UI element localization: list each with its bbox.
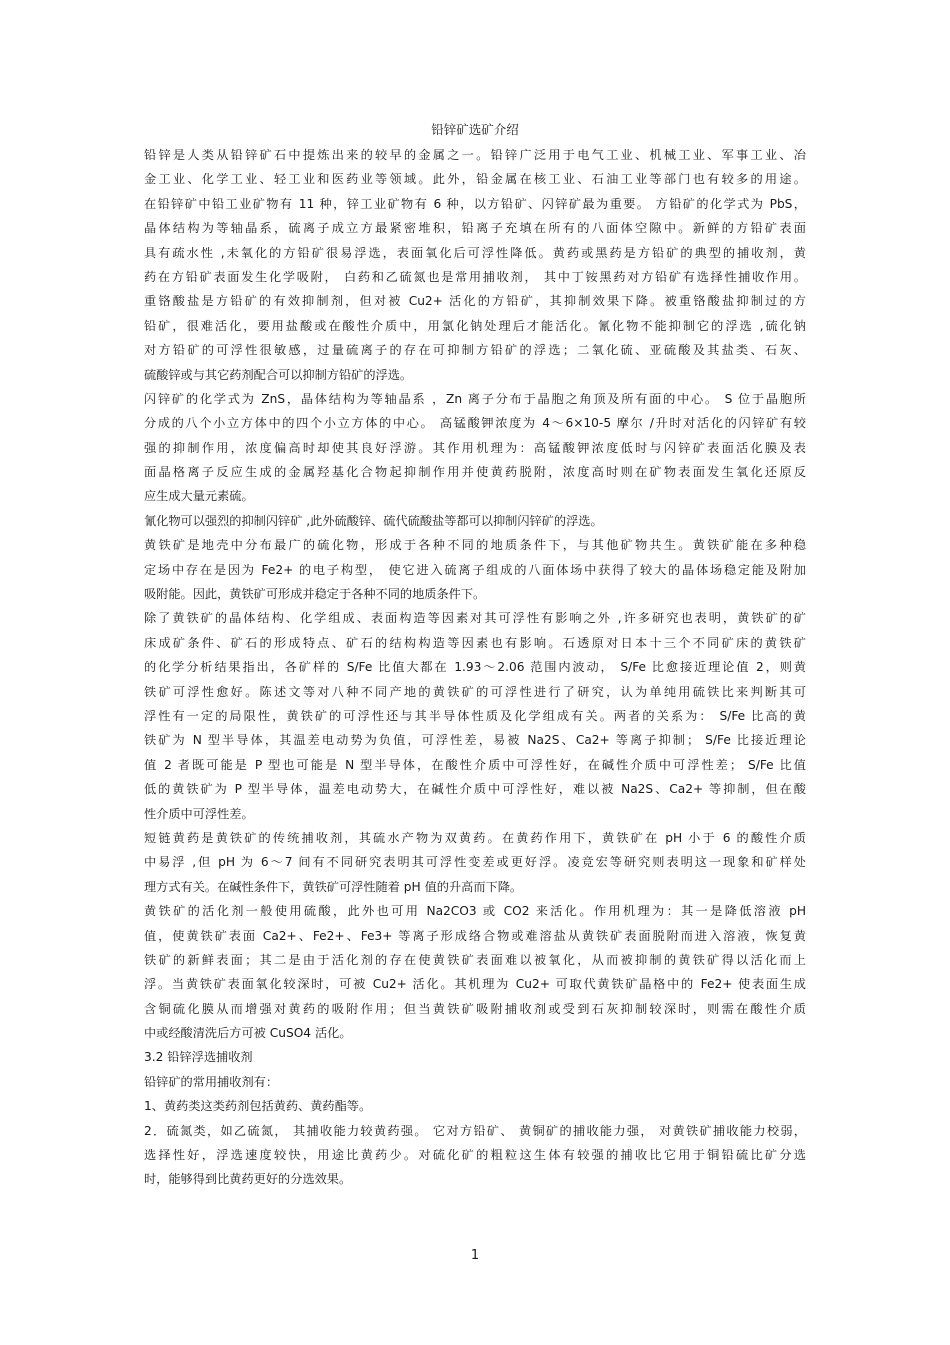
text-line: 重铬酸盐是方铅矿的有效抑制剂，但对被 Cu2+ 活化的方铅矿，其抑制效果下降。被重铬酸盐抑制过的方 xyxy=(144,294,806,309)
text-line: 黄铁矿的活化剂一般使用硫酸，此外也可用 Na2CO3 或 CO2 来活化。作用机理为：其一是降低溶液 pH xyxy=(144,904,806,919)
text-line: 性介质中可浮性差。 xyxy=(144,806,254,821)
text-line: 药在方铅矿表面发生化学吸附， 白药和乙硫氮也是常用捕收剂， 其中丁铵黑药对方铅矿有选择性捕收作用。 xyxy=(144,269,806,284)
text-line: 2．硫氮类，如乙硫氮， 其捕收能力较黄药强。 它对方铅矿、 黄铜矿的捕收能力强， 对黄铁矿捕收能力校弱， xyxy=(144,1123,806,1138)
text-line: 闪锌矿的化学式为 ZnS，晶体结构为等轴晶系 ，Zn 离子分布于晶胞之角顶及所有面的中心。 S 位于晶胞所 xyxy=(144,391,806,406)
text-line: 铅锌是人类从铅锌矿石中提炼出来的较早的金属之一。铅锌广泛用于电气工业、机械工业、军事工业、冶 xyxy=(144,148,806,162)
text-line: 值 2 者既可能是 P 型也可能是 N 型半导体，在酸性介质中可浮性好，在碱性介质中可浮性差； S/Fe 比值 xyxy=(144,757,806,772)
text-line: 硫酸锌或与其它药剂配合可以抑制方铅矿的浮选。 xyxy=(144,367,413,382)
text-line: 短链黄药是黄铁矿的传统捕收剂，其硫水产物为双黄药。在黄药作用下，黄铁矿在 pH 小于 6 的酸性介质 xyxy=(144,830,806,845)
text-line: 铁矿的新鲜表面；其二是由于活化剂的存在使黄铁矿表面难以被氧化，从而被抑制的黄铁矿得以活化而上 xyxy=(144,952,806,967)
text-line: 对方铅矿的可浮性很敏感，过量硫离子的存在可抑制方铅矿的浮选；二氧化硫、亚硫酸及其盐类、石灰、 xyxy=(144,343,806,358)
text-line: 值，使黄铁矿表面 Ca2+、Fe2+、Fe3+ 等离子形成络合物或难溶盐从黄铁矿表面脱附而进入溶液，恢复黄 xyxy=(144,928,806,943)
text-line: 定场中存在是因为 Fe2+ 的电子构型， 使它进入硫离子组成的八面体场中获得了较大的晶体场稳定能及附加 xyxy=(144,562,806,577)
text-line: 具有疏水性 ,未氧化的方铅矿很易浮选，表面氧化后可浮性降低。黄药或黑药是方铅矿的典型的捕收剂，黄 xyxy=(144,245,806,260)
text-line: 铁矿为 N 型半导体，其温差电动势为负值，可浮性差，易被 Na2S、Ca2+ 等离子抑制； S/Fe 比接近理论 xyxy=(144,733,806,748)
page-number: 1 xyxy=(470,1248,480,1263)
text-line: 中或经酸清洗后方可被 CuSO4 活化。 xyxy=(144,1026,352,1041)
text-line: 金工业、化学工业、轻工业和医药业等领域。此外，铅金属在核工业、石油工业等部门也有较多的用途。 xyxy=(144,172,806,187)
text-line: 床成矿条件、矿石的形成特点、矿石的结构构造等因素也有影响。石透原对日本十三个不同矿床的黄铁矿 xyxy=(144,635,806,650)
text-line: 应生成大量元素硫。 xyxy=(144,489,254,504)
text-line: 强的抑制作用，浓度偏高时却使其良好浮游。其作用机理为：高锰酸钾浓度低时与闪锌矿表面活化膜及表 xyxy=(144,440,806,455)
document-body xyxy=(144,143,806,1192)
text-line: 黄铁矿是地壳中分布最广的硫化物，形成于各种不同的地质条件下，与其他矿物共生。黄铁矿能在多种稳 xyxy=(144,538,806,553)
text-line: 的化学分析结果指出，各矿样的 S/Fe 比值大都在 1.93～2.06 范围内波动， S/Fe 比愈接近理论值 2，则黄 xyxy=(144,660,806,675)
text-line: 除了黄铁矿的晶体结构、化学组成、表面构造等因素对其可浮性有影响之外 ,许多研究也表明，黄铁矿的矿 xyxy=(144,611,806,626)
text-line: 铅矿，很难活化，要用盐酸或在酸性介质中，用氯化钠处理后才能活化。氰化物不能抑制它的浮选 ,硫化钠 xyxy=(144,318,806,333)
text-line: 浮。当黄铁矿表面氧化较深时，可被 Cu2+ 活化。其机理为 Cu2+ 可取代黄铁矿晶格中的 Fe2+ 使表面生成 xyxy=(144,977,806,992)
document-title: 铅锌矿选矿介绍 xyxy=(431,122,519,137)
text-line: 时，能够得到比黄药更好的分选效果。 xyxy=(144,1172,352,1187)
text-line: 吸附能。因此，黄铁矿可形成并稳定于各种不同的地质条件下。 xyxy=(144,587,486,602)
text-line: 铅锌矿的常用捕收剂有： xyxy=(144,1074,279,1089)
text-line: 中易浮 ,但 pH 为 6～7 间有不同研究表明其可浮性变差或更好浮。凌竞宏等研究则表明这一现象和矿样处 xyxy=(144,855,806,870)
text-line: 面晶格离子反应生成的金属羟基化合物起抑制作用并使黄药脱附，浓度高时则在矿物表面发生氧化还原反 xyxy=(144,465,806,480)
text-line: 含铜硫化膜从而增强对黄药的吸附作用；但当黄铁矿吸附捕收剂或受到石灰抑制较深时，则需在酸性介质 xyxy=(144,1001,806,1016)
text-line: 分成的八个小立方体中的四个小立方体的中心。 高锰酸钾浓度为 4～6×10-5 摩尔 /升时对活化的闪锌矿有较 xyxy=(144,416,806,431)
text-line: 晶体结构为等轴晶系，硫离子成立方最紧密堆积，铅离子充填在所有的八面体空隙中。新鲜的方铅矿表面 xyxy=(144,221,806,236)
text-line: 氰化物可以强烈的抑制闪锌矿 ,此外硫酸锌、硫代硫酸盐等都可以抑制闪锌矿的浮选。 xyxy=(144,513,603,528)
text-line: 铁矿可浮性愈好。陈述文等对八种不同产地的黄铁矿的可浮性进行了研究，认为单纯用硫铁比来判断其可 xyxy=(144,684,806,699)
text-line: 浮性有一定的局限性，黄铁矿的可浮性还与其半导体性质及化学组成有关。两者的关系为： S/Fe 比高的黄 xyxy=(144,708,806,723)
text-line: 3.2 铅锌浮选捕收剂 xyxy=(144,1050,253,1065)
text-line: 在铅锌矿中铅工业矿物有 11 种，锌工业矿物有 6 种，以方铅矿、闪锌矿最为重要。 方铅矿的化学式为 PbS， xyxy=(144,196,806,211)
text-line: 选择性好，浮选速度较快，用途比黄药少。对硫化矿的粗粒这生体有较强的捕收比它用于铜铅硫比矿分选 xyxy=(144,1148,806,1163)
text-line: 理方式有关。在碱性条件下，黄铁矿可浮性随着 pH 值的升高而下降。 xyxy=(144,879,523,894)
text-line: 低的黄铁矿为 P 型半导体，温差电动势大，在碱性介质中可浮性好，难以被 Na2S、Ca2+ 等抑制，但在酸 xyxy=(144,782,806,797)
text-line: 1、黄药类这类药剂包括黄药、黄药酯等。 xyxy=(144,1099,372,1114)
